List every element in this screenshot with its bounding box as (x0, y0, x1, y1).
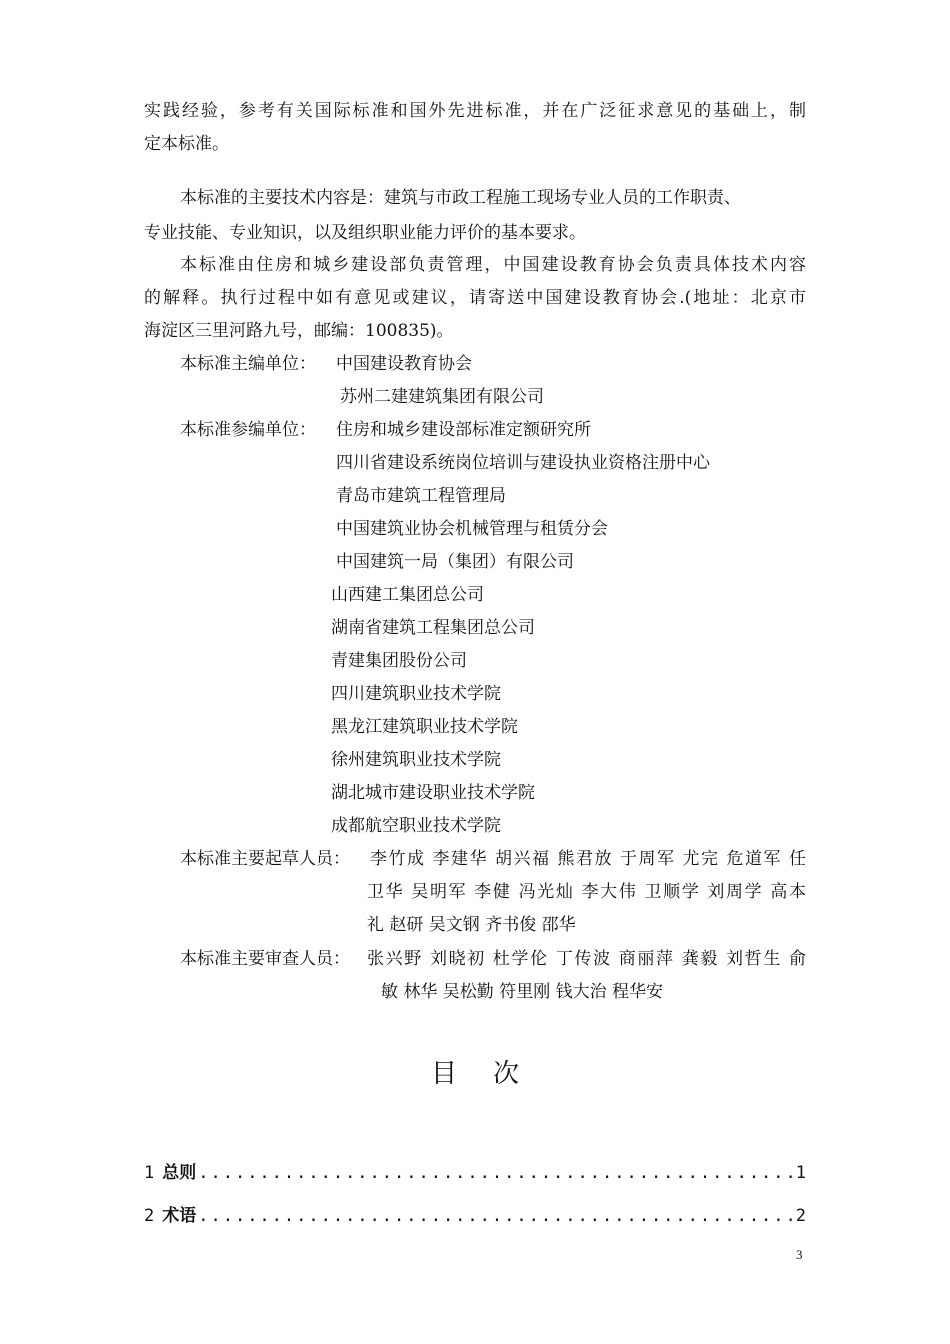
reviewers-label: 本标准主要审查人员： (180, 949, 350, 969)
participating-unit-item: 中国建筑业协会机械管理与租赁分会 (336, 519, 608, 539)
chief-unit-item: 苏州二建建筑集团有限公司 (340, 387, 544, 407)
participating-unit-item: 中国建筑一局（集团）有限公司 (336, 552, 574, 572)
participating-unit-item: 四川省建设系统岗位培训与建设执业资格注册中心 (336, 453, 710, 473)
preface-paragraph-1-line-1: 实践经验，参考有关国际标准和国外先进标准，并在广泛征求意见的基础上，制 (144, 101, 806, 121)
toc-entry-label: 术语 (162, 1206, 197, 1226)
preface-paragraph-3-line-2: 的解释。执行过程中如有意见或建议，请寄送中国建设教育协会.(地址：北京市 (144, 288, 806, 308)
toc-entry[interactable] (144, 1205, 806, 1227)
participating-unit-item: 黑龙江建筑职业技术学院 (331, 717, 518, 737)
participating-unit-item: 住房和城乡建设部标准定额研究所 (336, 420, 591, 440)
toc-entry-page: 2 (795, 1206, 806, 1226)
preface-paragraph-2-line-1: 本标准的主要技术内容是：建筑与市政工程施工现场专业人员的工作职责、 (180, 188, 741, 208)
participating-unit-item: 青岛市建筑工程管理局 (336, 486, 506, 506)
toc-entry-number: 1 (144, 1163, 155, 1183)
toc-leader-dots (198, 1162, 794, 1184)
page-number: 3 (796, 1247, 803, 1262)
participating-unit-item: 徐州建筑职业技术学院 (331, 750, 501, 770)
toc-entry[interactable] (144, 1162, 806, 1184)
participating-units-label: 本标准参编单位： (180, 420, 316, 440)
toc-entry-page: 1 (795, 1163, 806, 1183)
chief-unit-item: 中国建设教育协会 (336, 354, 472, 374)
participating-unit-item: 青建集团股份公司 (331, 651, 467, 671)
drafters-label: 本标准主要起草人员： (180, 849, 350, 869)
preface-paragraph-3-line-3: 海淀区三里河路九号，邮编：100835)。 (144, 321, 454, 341)
toc-entry-label: 总则 (162, 1163, 197, 1183)
toc-title: 目次 (430, 1059, 555, 1089)
preface-paragraph-3-line-1: 本标准由住房和城乡建设部负责管理，中国建设教育协会负责具体技术内容 (180, 255, 806, 275)
participating-unit-item: 湖北城市建设职业技术学院 (331, 783, 535, 803)
toc-entry-number: 2 (144, 1206, 155, 1226)
participating-unit-item: 四川建筑职业技术学院 (331, 684, 501, 704)
preface-paragraph-1-line-2: 定本标准。 (144, 134, 229, 154)
participating-unit-item: 成都航空职业技术学院 (331, 816, 501, 836)
preface-paragraph-2-line-2: 专业技能、专业知识，以及组织职业能力评价的基本要求。 (144, 223, 586, 243)
drafters-line: 礼 赵研 吴文钢 齐书俊 邵华 (367, 915, 576, 935)
participating-unit-item: 湖南省建筑工程集团总公司 (331, 618, 535, 638)
reviewers-line: 张兴野 刘晓初 杜学伦 丁传波 商丽萍 龚毅 刘哲生 俞 (367, 949, 806, 969)
chief-units-label: 本标准主编单位： (180, 354, 316, 374)
reviewers-line: 敏 林华 吴松勤 符里刚 钱大治 程华安 (381, 982, 664, 1002)
toc-leader-dots (198, 1205, 794, 1227)
participating-unit-item: 山西建工集团总公司 (331, 585, 484, 605)
drafters-line: 卫华 吴明军 李健 冯光灿 李大伟 卫顺学 刘周学 高本 (367, 882, 806, 902)
drafters-line: 李竹成 李建华 胡兴福 熊君放 于周军 尤完 危道军 任 (370, 849, 806, 869)
